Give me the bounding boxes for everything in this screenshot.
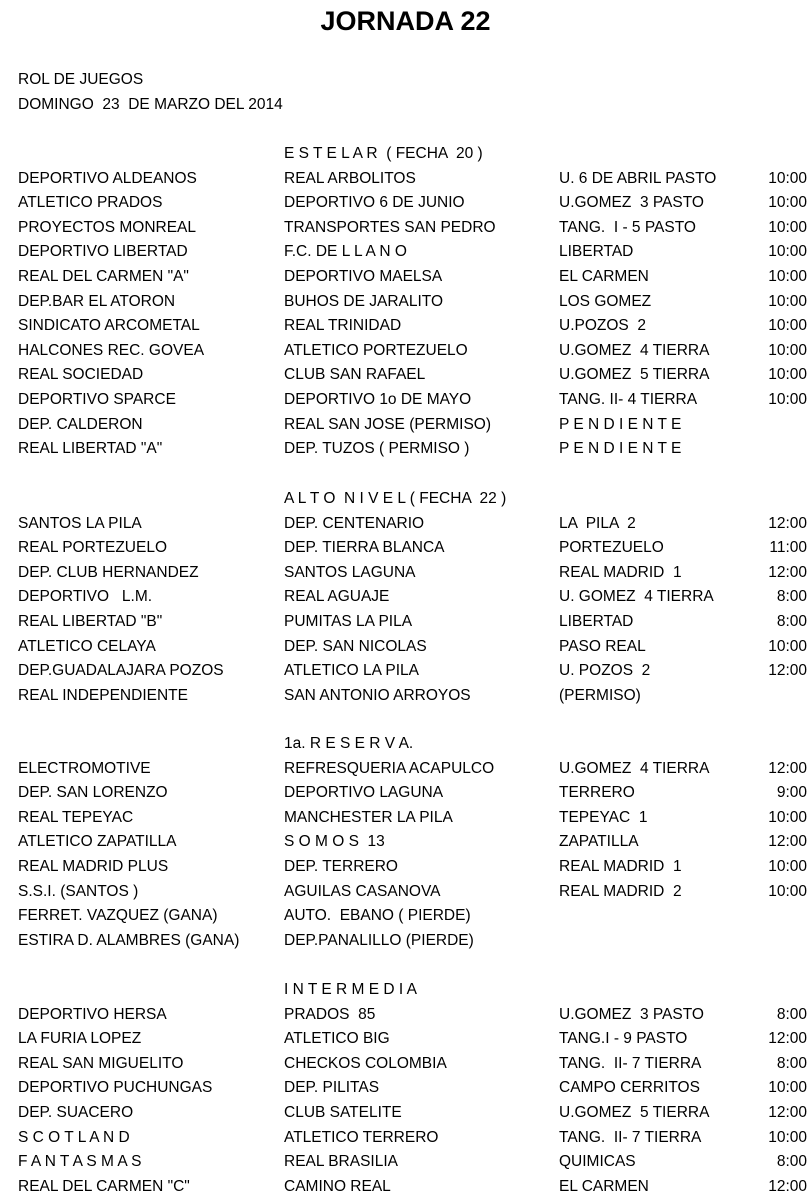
time: 8:00 bbox=[776, 588, 807, 606]
home-team: DEPORTIVO HERSA bbox=[18, 1005, 167, 1023]
venue: REAL MADRID 2 bbox=[559, 882, 682, 900]
away-team: DEP. SAN NICOLAS bbox=[284, 637, 427, 655]
away-team: REAL ARBOLITOS bbox=[284, 169, 416, 187]
time: 12:00 bbox=[768, 1104, 807, 1121]
venue: P E N D I E N T E bbox=[559, 440, 682, 458]
time: 9:00 bbox=[776, 784, 807, 802]
match-row bbox=[0, 317, 811, 337]
home-team: DEPORTIVO SPARCE bbox=[18, 391, 176, 408]
match-row bbox=[0, 243, 811, 263]
away-team: TRANSPORTES SAN PEDRO bbox=[284, 218, 496, 236]
home-team: FERRET. VAZQUEZ (GANA) bbox=[18, 907, 218, 925]
time: 10:00 bbox=[768, 808, 807, 826]
home-team: REAL DEL CARMEN "A" bbox=[18, 268, 189, 285]
venue: TERRERO bbox=[559, 784, 635, 802]
venue: TANG. I - 5 PASTO bbox=[559, 218, 696, 236]
venue: U.GOMEZ 3 PASTO bbox=[559, 1005, 704, 1023]
home-team: SINDICATO ARCOMETAL bbox=[18, 317, 200, 335]
home-team: DEPORTIVO L.M. bbox=[18, 588, 153, 606]
match-row bbox=[0, 1079, 811, 1099]
home-team: PROYECTOS MONREAL bbox=[18, 218, 197, 236]
venue: LIBERTAD bbox=[559, 613, 634, 630]
time: 10:00 bbox=[768, 194, 807, 212]
match-row bbox=[0, 784, 811, 804]
away-team: REAL SAN JOSE (PERMISO) bbox=[284, 415, 491, 433]
home-team: ATLETICO CELAYA bbox=[18, 637, 156, 655]
away-team: CAMINO REAL bbox=[284, 1177, 391, 1195]
time: 11:00 bbox=[769, 539, 807, 557]
home-team: DEP.GUADALAJARA POZOS bbox=[18, 662, 224, 680]
match-row bbox=[0, 662, 811, 682]
time: 10:00 bbox=[768, 858, 807, 875]
match-row bbox=[0, 1006, 811, 1026]
home-team: REAL INDEPENDIENTE bbox=[18, 686, 188, 704]
venue: REAL MADRID 1 bbox=[559, 563, 682, 581]
away-team: SAN ANTONIO ARROYOS bbox=[284, 686, 471, 704]
away-team: DEPORTIVO 6 DE JUNIO bbox=[284, 194, 465, 212]
venue: TANG. II- 7 TIERRA bbox=[559, 1128, 702, 1146]
venue: U.GOMEZ 5 TIERRA bbox=[559, 1104, 710, 1121]
venue: U.GOMEZ 5 TIERRA bbox=[559, 366, 710, 384]
venue: LIBERTAD bbox=[559, 243, 634, 261]
section-title: I N T E R M E D I A bbox=[284, 981, 417, 998]
match-row bbox=[0, 268, 811, 288]
section-title: E S T E L A R ( FECHA 20 ) bbox=[284, 145, 483, 162]
match-row bbox=[0, 883, 811, 903]
venue: (PERMISO) bbox=[559, 686, 641, 704]
match-row bbox=[0, 588, 811, 608]
time: 10:00 bbox=[768, 637, 807, 655]
home-team: ESTIRA D. ALAMBRES (GANA) bbox=[18, 931, 240, 949]
time: 10:00 bbox=[768, 1128, 807, 1146]
time: 12:00 bbox=[768, 759, 807, 777]
venue: QUIMICAS bbox=[559, 1153, 636, 1171]
time: 10:00 bbox=[768, 317, 807, 335]
away-team: BUHOS DE JARALITO bbox=[284, 292, 444, 310]
time: 8:00 bbox=[776, 1153, 807, 1171]
away-team: AUTO. EBANO ( PIERDE) bbox=[284, 907, 471, 925]
venue: TANG. II- 4 TIERRA bbox=[559, 391, 698, 408]
match-row bbox=[0, 440, 811, 460]
match-row bbox=[0, 1178, 811, 1198]
match-row bbox=[0, 515, 811, 535]
time: 10:00 bbox=[768, 292, 807, 310]
home-team: LA FURIA LOPEZ bbox=[18, 1030, 142, 1048]
home-team: DEPORTIVO LIBERTAD bbox=[18, 243, 188, 261]
match-row bbox=[0, 687, 811, 707]
match-row bbox=[0, 833, 811, 853]
venue: U. GOMEZ 4 TIERRA bbox=[559, 588, 714, 606]
venue: EL CARMEN bbox=[559, 1177, 649, 1195]
away-team: DEPORTIVO 1o DE MAYO bbox=[284, 391, 472, 408]
time: 10:00 bbox=[768, 882, 807, 900]
home-team: REAL LIBERTAD "B" bbox=[18, 613, 163, 630]
venue: LOS GOMEZ bbox=[559, 292, 652, 310]
time: 12:00 bbox=[768, 833, 807, 851]
home-team: DEP. CLUB HERNANDEZ bbox=[18, 563, 199, 581]
home-team: REAL LIBERTAD "A" bbox=[18, 440, 163, 458]
match-row bbox=[0, 932, 811, 952]
venue: U.GOMEZ 4 TIERRA bbox=[559, 759, 710, 777]
venue: U. 6 DE ABRIL PASTO bbox=[559, 169, 717, 187]
home-team: DEP.BAR EL ATORON bbox=[18, 292, 176, 310]
away-team: ATLETICO PORTEZUELO bbox=[284, 341, 468, 359]
match-row bbox=[0, 293, 811, 313]
time: 10:00 bbox=[768, 366, 807, 384]
away-team: DEP. CENTENARIO bbox=[284, 514, 425, 532]
match-row bbox=[0, 342, 811, 362]
away-team: DEP.PANALILLO (PIERDE) bbox=[284, 931, 474, 949]
away-team: S O M O S 13 bbox=[284, 833, 385, 851]
section-title: 1a. R E S E R V A. bbox=[284, 735, 414, 752]
away-team: REAL BRASILIA bbox=[284, 1153, 399, 1171]
home-team: HALCONES REC. GOVEA bbox=[18, 341, 205, 359]
time: 12:00 bbox=[768, 1030, 807, 1048]
away-team: DEPORTIVO LAGUNA bbox=[284, 784, 444, 802]
venue: U. POZOS 2 bbox=[559, 662, 651, 680]
home-team: S.S.I. (SANTOS ) bbox=[18, 882, 139, 900]
match-row bbox=[0, 613, 811, 633]
home-team: REAL DEL CARMEN "C" bbox=[18, 1177, 190, 1195]
venue: P E N D I E N T E bbox=[559, 415, 682, 433]
time: 10:00 bbox=[768, 391, 807, 408]
section-title: A L T O N I V E L ( FECHA 22 ) bbox=[284, 490, 507, 507]
venue: REAL MADRID 1 bbox=[559, 858, 682, 875]
away-team: REAL TRINIDAD bbox=[284, 317, 402, 335]
away-team: PUMITAS LA PILA bbox=[284, 613, 413, 630]
time: 10:00 bbox=[768, 169, 807, 187]
away-team: CHECKOS COLOMBIA bbox=[284, 1054, 447, 1072]
away-team: SANTOS LAGUNA bbox=[284, 563, 416, 581]
away-team: DEP. TUZOS ( PERMISO ) bbox=[284, 440, 470, 458]
away-team: PRADOS 85 bbox=[284, 1005, 376, 1023]
time: 8:00 bbox=[776, 1005, 807, 1023]
venue: U.GOMEZ 3 PASTO bbox=[559, 194, 704, 212]
venue: ZAPATILLA bbox=[559, 833, 639, 851]
away-team: REFRESQUERIA ACAPULCO bbox=[284, 759, 495, 777]
time: 12:00 bbox=[768, 1177, 807, 1195]
match-row bbox=[0, 809, 811, 829]
home-team: ATLETICO PRADOS bbox=[18, 194, 163, 212]
match-row bbox=[0, 366, 811, 386]
venue: PASO REAL bbox=[559, 637, 646, 655]
time: 10:00 bbox=[768, 218, 807, 236]
away-team: CLUB SATELITE bbox=[284, 1104, 402, 1121]
time: 12:00 bbox=[768, 662, 807, 680]
away-team: F.C. DE L L A N O bbox=[284, 243, 407, 261]
away-team: CLUB SAN RAFAEL bbox=[284, 366, 426, 384]
match-row bbox=[0, 539, 811, 559]
home-team: DEPORTIVO ALDEANOS bbox=[18, 169, 197, 187]
time: 8:00 bbox=[776, 613, 807, 630]
away-team: ATLETICO BIG bbox=[284, 1030, 390, 1048]
away-team: DEP. TERRERO bbox=[284, 858, 398, 875]
home-team: DEPORTIVO PUCHUNGAS bbox=[18, 1079, 213, 1097]
time: 12:00 bbox=[768, 563, 807, 581]
time: 8:00 bbox=[776, 1054, 807, 1072]
time: 12:00 bbox=[768, 514, 807, 532]
venue: EL CARMEN bbox=[559, 268, 649, 285]
time: 10:00 bbox=[768, 268, 807, 285]
away-team: MANCHESTER LA PILA bbox=[284, 808, 453, 826]
match-row bbox=[0, 170, 811, 190]
home-team: SANTOS LA PILA bbox=[18, 514, 142, 532]
venue: U.POZOS 2 bbox=[559, 317, 646, 335]
match-row bbox=[0, 907, 811, 927]
time: 10:00 bbox=[768, 1079, 807, 1097]
match-row bbox=[0, 1153, 811, 1173]
match-row bbox=[0, 564, 811, 584]
venue: TANG.I - 9 PASTO bbox=[559, 1030, 688, 1048]
match-row bbox=[0, 219, 811, 239]
match-row bbox=[0, 1129, 811, 1149]
away-team: DEPORTIVO MAELSA bbox=[284, 268, 443, 285]
match-row bbox=[0, 1055, 811, 1075]
match-row bbox=[0, 1104, 811, 1124]
home-team: ELECTROMOTIVE bbox=[18, 759, 151, 777]
date-line: DOMINGO 23 DE MARZO DEL 2014 bbox=[18, 96, 283, 113]
home-team: REAL SOCIEDAD bbox=[18, 366, 144, 384]
match-row bbox=[0, 1030, 811, 1050]
venue: LA PILA 2 bbox=[559, 514, 636, 532]
home-team: REAL PORTEZUELO bbox=[18, 539, 168, 557]
venue: TANG. II- 7 TIERRA bbox=[559, 1054, 702, 1072]
away-team: DEP. PILITAS bbox=[284, 1079, 380, 1097]
home-team: REAL SAN MIGUELITO bbox=[18, 1054, 184, 1072]
time: 10:00 bbox=[768, 341, 807, 359]
home-team: DEP. SUACERO bbox=[18, 1104, 134, 1121]
away-team: ATLETICO LA PILA bbox=[284, 662, 419, 680]
match-row bbox=[0, 391, 811, 411]
away-team: AGUILAS CASANOVA bbox=[284, 882, 441, 900]
time: 10:00 bbox=[768, 243, 807, 261]
match-row bbox=[0, 760, 811, 780]
home-team: DEP. CALDERON bbox=[18, 415, 143, 433]
home-team: DEP. SAN LORENZO bbox=[18, 784, 168, 802]
home-team: F A N T A S M A S bbox=[18, 1153, 142, 1171]
home-team: S C O T L A N D bbox=[18, 1128, 130, 1146]
away-team: ATLETICO TERRERO bbox=[284, 1128, 439, 1146]
home-team: REAL TEPEYAC bbox=[18, 808, 134, 826]
venue: PORTEZUELO bbox=[559, 539, 664, 557]
away-team: DEP. TIERRA BLANCA bbox=[284, 539, 445, 557]
venue: U.GOMEZ 4 TIERRA bbox=[559, 341, 710, 359]
venue: CAMPO CERRITOS bbox=[559, 1079, 700, 1097]
match-row bbox=[0, 638, 811, 658]
away-team: REAL AGUAJE bbox=[284, 588, 390, 606]
match-row bbox=[0, 416, 811, 436]
subtitle: ROL DE JUEGOS bbox=[18, 71, 144, 88]
match-row bbox=[0, 194, 811, 214]
match-row bbox=[0, 858, 811, 878]
venue: TEPEYAC 1 bbox=[559, 808, 648, 826]
page-title: JORNADA 22 bbox=[320, 6, 491, 36]
home-team: ATLETICO ZAPATILLA bbox=[18, 833, 177, 851]
home-team: REAL MADRID PLUS bbox=[18, 858, 169, 875]
